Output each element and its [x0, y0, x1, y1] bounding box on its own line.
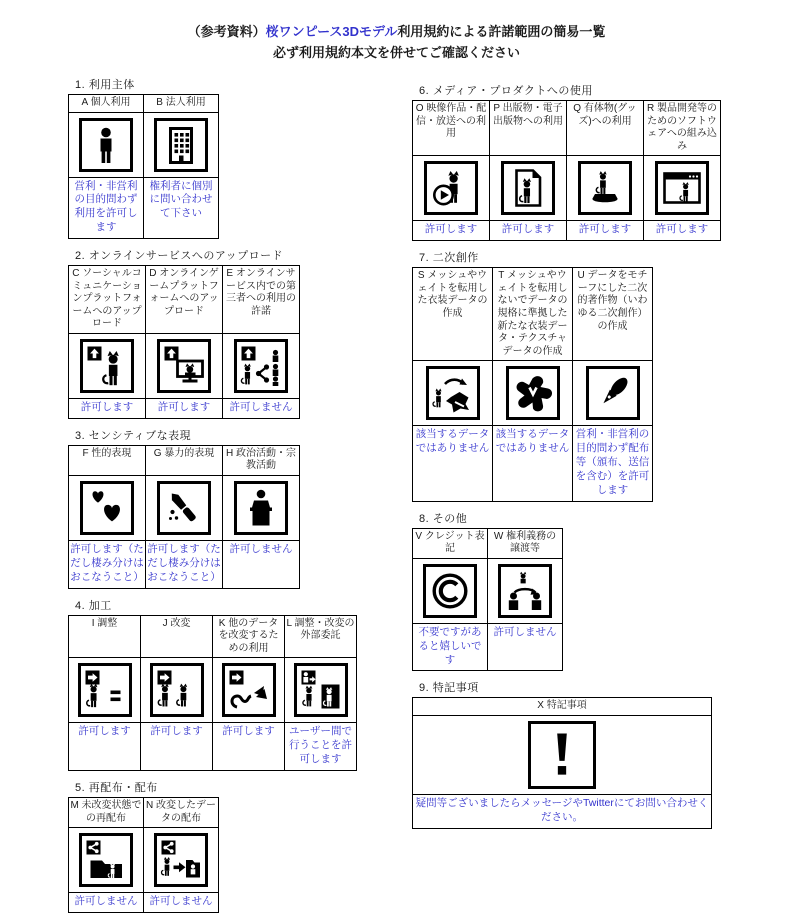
- result-text: 営利・非営利の目的問わず配布等（頒布、送信を含む）を許可します: [573, 426, 653, 501]
- result-text: 該当するデータではありません: [493, 426, 573, 501]
- cell-label: X 特記事項: [413, 698, 712, 716]
- exclamation-icon: [528, 721, 596, 789]
- result-text: 営利・非営利の目的問わず利用を許可します: [69, 177, 144, 238]
- adjust-icon: [78, 663, 132, 717]
- icon-cell: [141, 658, 213, 723]
- result-text: 許可しません: [223, 541, 300, 589]
- podium-icon: [234, 481, 288, 535]
- section-2: [68, 247, 380, 419]
- cell-label: U データをモチーフにした二次的著作物（いわゆる二次創作）の作成: [573, 268, 653, 361]
- cell-label: V クレジット表記: [413, 528, 488, 558]
- cell-label: C ソーシャルコミュニケーションプラットフォームへのアップロード: [69, 266, 146, 334]
- cell-label: E オンラインサービス内での第三者への利用の許諾: [223, 266, 300, 334]
- icon-cell: [573, 361, 653, 426]
- section-heading: 1. 利用主体: [75, 79, 135, 91]
- section-4: [68, 597, 380, 771]
- document-title: [0, 22, 793, 64]
- cell-label: N 改変したデータの配布: [144, 797, 219, 827]
- upload-thirdparty-icon: [234, 339, 288, 393]
- icon-cell: [146, 476, 223, 541]
- cell-label: B 法人利用: [144, 95, 219, 113]
- result-text: 許可します: [213, 723, 285, 771]
- section-5: [68, 779, 380, 913]
- person-icon: [79, 118, 133, 172]
- section-heading: 6. メディア・プロダクトへの使用: [419, 85, 593, 97]
- result-text: 許可しません: [488, 623, 563, 671]
- result-text: 許可します（ただし棲み分けはおこなうこと）: [146, 541, 223, 589]
- modified-distribution-icon: [154, 833, 208, 887]
- cell-label: S メッシュやウェイトを転用した衣装データの作成: [413, 268, 493, 361]
- result-text: 許可しません: [144, 893, 219, 913]
- cell-label: F 性的表現: [69, 445, 146, 475]
- cell-label: O 映像作品・配信・放送への利用: [413, 101, 490, 156]
- result-text: 許可します: [69, 723, 141, 771]
- upload-game-icon: [157, 339, 211, 393]
- permission-table: [412, 100, 721, 241]
- cell-label: Q 有体物(グッズ)への利用: [567, 101, 644, 156]
- cell-label: J 改変: [141, 615, 213, 658]
- result-text: 権利者に個別に問い合わせて下さい: [144, 177, 219, 238]
- section-heading: 9. 特記事項: [419, 682, 479, 695]
- knife-icon: [157, 481, 211, 535]
- icon-cell: [213, 658, 285, 723]
- icon-cell: [69, 112, 144, 177]
- icon-cell: [223, 334, 300, 399]
- hearts-icon: [80, 481, 134, 535]
- cell-label: H 政治活動・宗教活動: [223, 445, 300, 475]
- goods-icon: [578, 161, 632, 215]
- result-text: 許可します: [490, 221, 567, 241]
- cell-label: A 個人利用: [69, 95, 144, 113]
- cell-label: G 暴力的表現: [146, 445, 223, 475]
- upload-social-icon: [80, 339, 134, 393]
- section-3: [68, 427, 380, 589]
- new-costume-icon: [506, 366, 560, 420]
- icon-cell: [144, 112, 219, 177]
- icon-cell: [567, 156, 644, 221]
- section-heading: 5. 再配布・配布: [75, 781, 158, 794]
- permission-table: [68, 797, 219, 913]
- section-heading: 3. センシティブな表現: [75, 429, 192, 442]
- icon-cell: [644, 156, 721, 221]
- video-icon: [424, 161, 478, 215]
- building-icon: [154, 118, 208, 172]
- section-6: [412, 82, 728, 241]
- result-text: 疑問等ございましたらメッセージやTwitterにてお問い合わせください。: [413, 795, 712, 829]
- icon-cell: [69, 658, 141, 723]
- pen-icon: [586, 366, 640, 420]
- result-text: ユーザー間で行うことを許可します: [285, 723, 357, 771]
- icon-cell: [144, 828, 219, 893]
- section-7: [412, 249, 728, 501]
- model-name: 桜ワンピース3Dモデル: [265, 24, 398, 39]
- result-text: 許可します: [644, 221, 721, 241]
- section-heading: 8. その他: [419, 512, 468, 525]
- section-heading: 4. 加工: [75, 599, 112, 612]
- section-9: [412, 679, 728, 828]
- publication-icon: [501, 161, 555, 215]
- icon-cell: [413, 558, 488, 623]
- cell-label: W 権利義務の譲渡等: [488, 528, 563, 558]
- result-text: 該当するデータではありません: [413, 426, 493, 501]
- icon-cell: [285, 658, 357, 723]
- section-heading: 2. オンラインサービスへのアップロード: [75, 250, 284, 263]
- icon-cell: [69, 334, 146, 399]
- result-text: 許可します: [567, 221, 644, 241]
- icon-cell: [488, 558, 563, 623]
- icon-cell: [69, 476, 146, 541]
- permission-table: [412, 528, 563, 672]
- permission-table: [412, 697, 712, 828]
- result-text: 許可しません: [223, 399, 300, 419]
- icon-cell: [413, 156, 490, 221]
- rights-transfer-icon: [498, 564, 552, 618]
- result-text: 許可します: [69, 399, 146, 419]
- cell-label: M 未改変状態での再配布: [69, 797, 144, 827]
- title-suffix: 利用規約による許諾範囲の簡易一覧: [397, 24, 606, 39]
- icon-cell: [413, 716, 712, 795]
- result-text: 許可します（ただし棲み分けはおこなうこと）: [69, 541, 146, 589]
- permission-table: [68, 615, 357, 771]
- result-text: 許可します: [141, 723, 213, 771]
- permission-table: [68, 94, 219, 239]
- left-column: [68, 76, 380, 921]
- title-line-1: [0, 22, 793, 43]
- section-heading: 7. 二次創作: [419, 252, 479, 265]
- modify-icon: [150, 663, 204, 717]
- section-8: [412, 510, 728, 672]
- redistribution-icon: [79, 833, 133, 887]
- result-text: 不要ですがあると嬉しいです: [413, 623, 488, 671]
- permission-table: [68, 445, 300, 589]
- cell-label: I 調整: [69, 615, 141, 658]
- icon-cell: [223, 476, 300, 541]
- result-text: 許可しません: [69, 893, 144, 913]
- cell-label: L 調整・改変の外部委託: [285, 615, 357, 658]
- right-column: [412, 82, 728, 837]
- icon-cell: [146, 334, 223, 399]
- result-text: 許可します: [146, 399, 223, 419]
- section-1: [68, 76, 380, 239]
- result-text: 許可します: [413, 221, 490, 241]
- cell-label: D オンラインゲームプラットフォームへのアップロード: [146, 266, 223, 334]
- modify-other-data-icon: [222, 663, 276, 717]
- mesh-reuse-icon: [426, 366, 480, 420]
- copyright-icon: [423, 564, 477, 618]
- permission-table: [68, 265, 300, 419]
- title-line-2: 必ず利用規約本文を併せてご確認ください: [272, 44, 520, 60]
- cell-label: P 出版物・電子出版物への利用: [490, 101, 567, 156]
- permission-table: [412, 267, 653, 501]
- icon-cell: [493, 361, 573, 426]
- icon-cell: [490, 156, 567, 221]
- title-prefix: （参考資料）: [187, 24, 266, 39]
- icon-cell: [413, 361, 493, 426]
- outsourcing-icon: [294, 663, 348, 717]
- cell-label: R 製品開発等のためのソフトウェアへの組み込み: [644, 101, 721, 156]
- cell-label: K 他のデータを改変するための利用: [213, 615, 285, 658]
- software-icon: [655, 161, 709, 215]
- cell-label: T メッシュやウェイトを転用しないでデータの規格に準拠した新たな衣装データ・テクスチャデータの作成: [493, 268, 573, 361]
- icon-cell: [69, 828, 144, 893]
